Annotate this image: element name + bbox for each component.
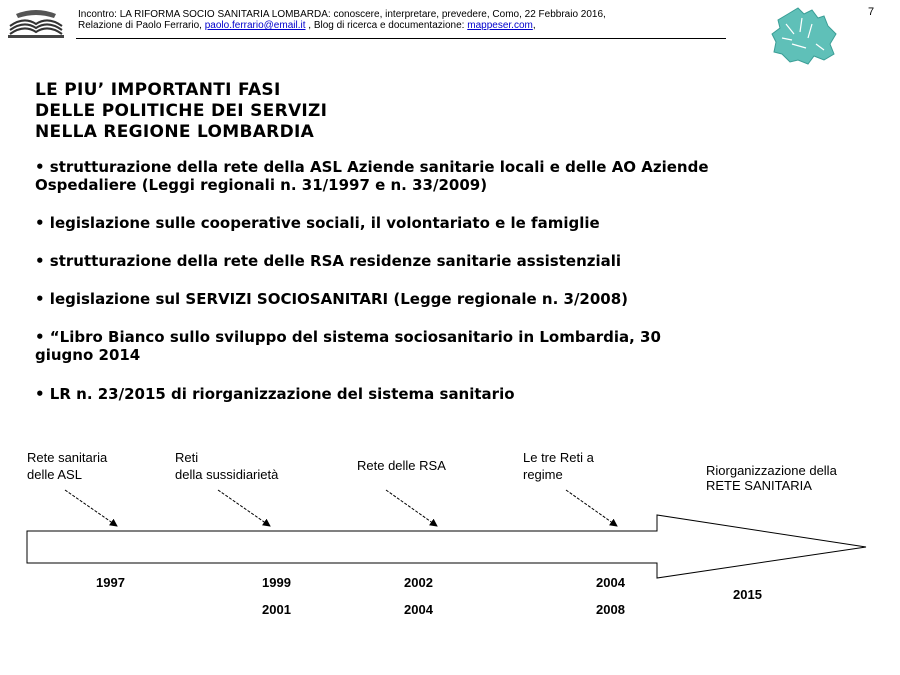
header-blog-label: , Blog di ricerca e documentazione:	[305, 20, 468, 31]
page-number: 7	[868, 6, 875, 18]
year-2008: 2008	[596, 602, 625, 617]
year-2004-b: 2004	[596, 575, 625, 590]
bullet-line: Ospedaliere (Leggi regionali n. 31/1997 e n. 33/2009)	[35, 176, 488, 194]
year-1997: 1997	[96, 575, 125, 590]
year-2015: 2015	[733, 587, 762, 602]
label-line: Rete delle RSA	[357, 458, 446, 473]
title-line-3: NELLA REGIONE LOMBARDIA	[35, 122, 315, 142]
pointer-arrow-tre-reti	[566, 490, 617, 526]
bullet-line: • legislazione sul SERVIZI SOCIOSANITARI (Legge regionale n. 3/2008)	[35, 290, 629, 308]
timeline-label-tre-reti	[523, 449, 594, 483]
label-line: Reti	[175, 450, 199, 465]
title-line-1: LE PIU’ IMPORTANTI FASI	[35, 80, 281, 100]
email-link[interactable]: paolo.ferrario@email.it	[204, 20, 306, 31]
bullet-line: • legislazione sulle cooperative sociali, il volontariato e le famiglie	[35, 214, 600, 232]
label-line: Rete sanitaria	[27, 450, 108, 465]
label-line: regime	[523, 467, 563, 482]
timeline-label-riorganizzazione	[706, 463, 837, 493]
label-line: RETE SANITARIA	[706, 478, 812, 493]
pointer-arrow-sussidiarieta	[218, 490, 270, 526]
header-line-2-end: ,	[532, 20, 536, 31]
timeline-big-arrow	[27, 515, 866, 578]
pointer-arrow-asl	[65, 490, 117, 526]
bullet-line: • “Libro Bianco sullo sviluppo del sistema sociosanitario in Lombardia, 30	[35, 328, 661, 346]
label-line: Le tre Reti a	[523, 450, 594, 465]
year-2002: 2002	[404, 575, 433, 590]
bullet-line: • strutturazione della rete delle RSA residenze sanitarie assistenziali	[35, 252, 622, 270]
year-2004-a: 2004	[404, 602, 433, 617]
bullet-line: • LR n. 23/2015 di riorganizzazione del sistema sanitario	[35, 385, 515, 403]
bullet-line: giugno 2014	[35, 346, 141, 364]
title-line-2: DELLE POLITICHE DEI SERVIZI	[35, 101, 328, 121]
label-line: delle ASL	[27, 467, 82, 482]
timeline-label-asl	[27, 449, 107, 483]
bullet-line: • strutturazione della rete della ASL Aziende sanitarie locali e delle AO Aziende	[35, 158, 709, 176]
pointer-arrow-rsa	[386, 490, 437, 526]
blog-link[interactable]: mappeser.com	[467, 20, 533, 31]
header-line-1: Incontro: LA RIFORMA SOCIO SANITARIA LOMBARDA: conoscere, interpretare, prevedere, Como, 22 Febbraio 2016,	[78, 9, 606, 20]
year-2001: 2001	[262, 602, 291, 617]
label-line: della sussidiarietà	[175, 467, 279, 482]
year-1999: 1999	[262, 575, 291, 590]
timeline-label-rsa	[357, 457, 446, 474]
header-author: Relazione di Paolo Ferrario,	[78, 20, 205, 31]
label-line: Riorganizzazione della	[706, 463, 837, 478]
timeline-label-sussidiarieta	[175, 449, 278, 483]
